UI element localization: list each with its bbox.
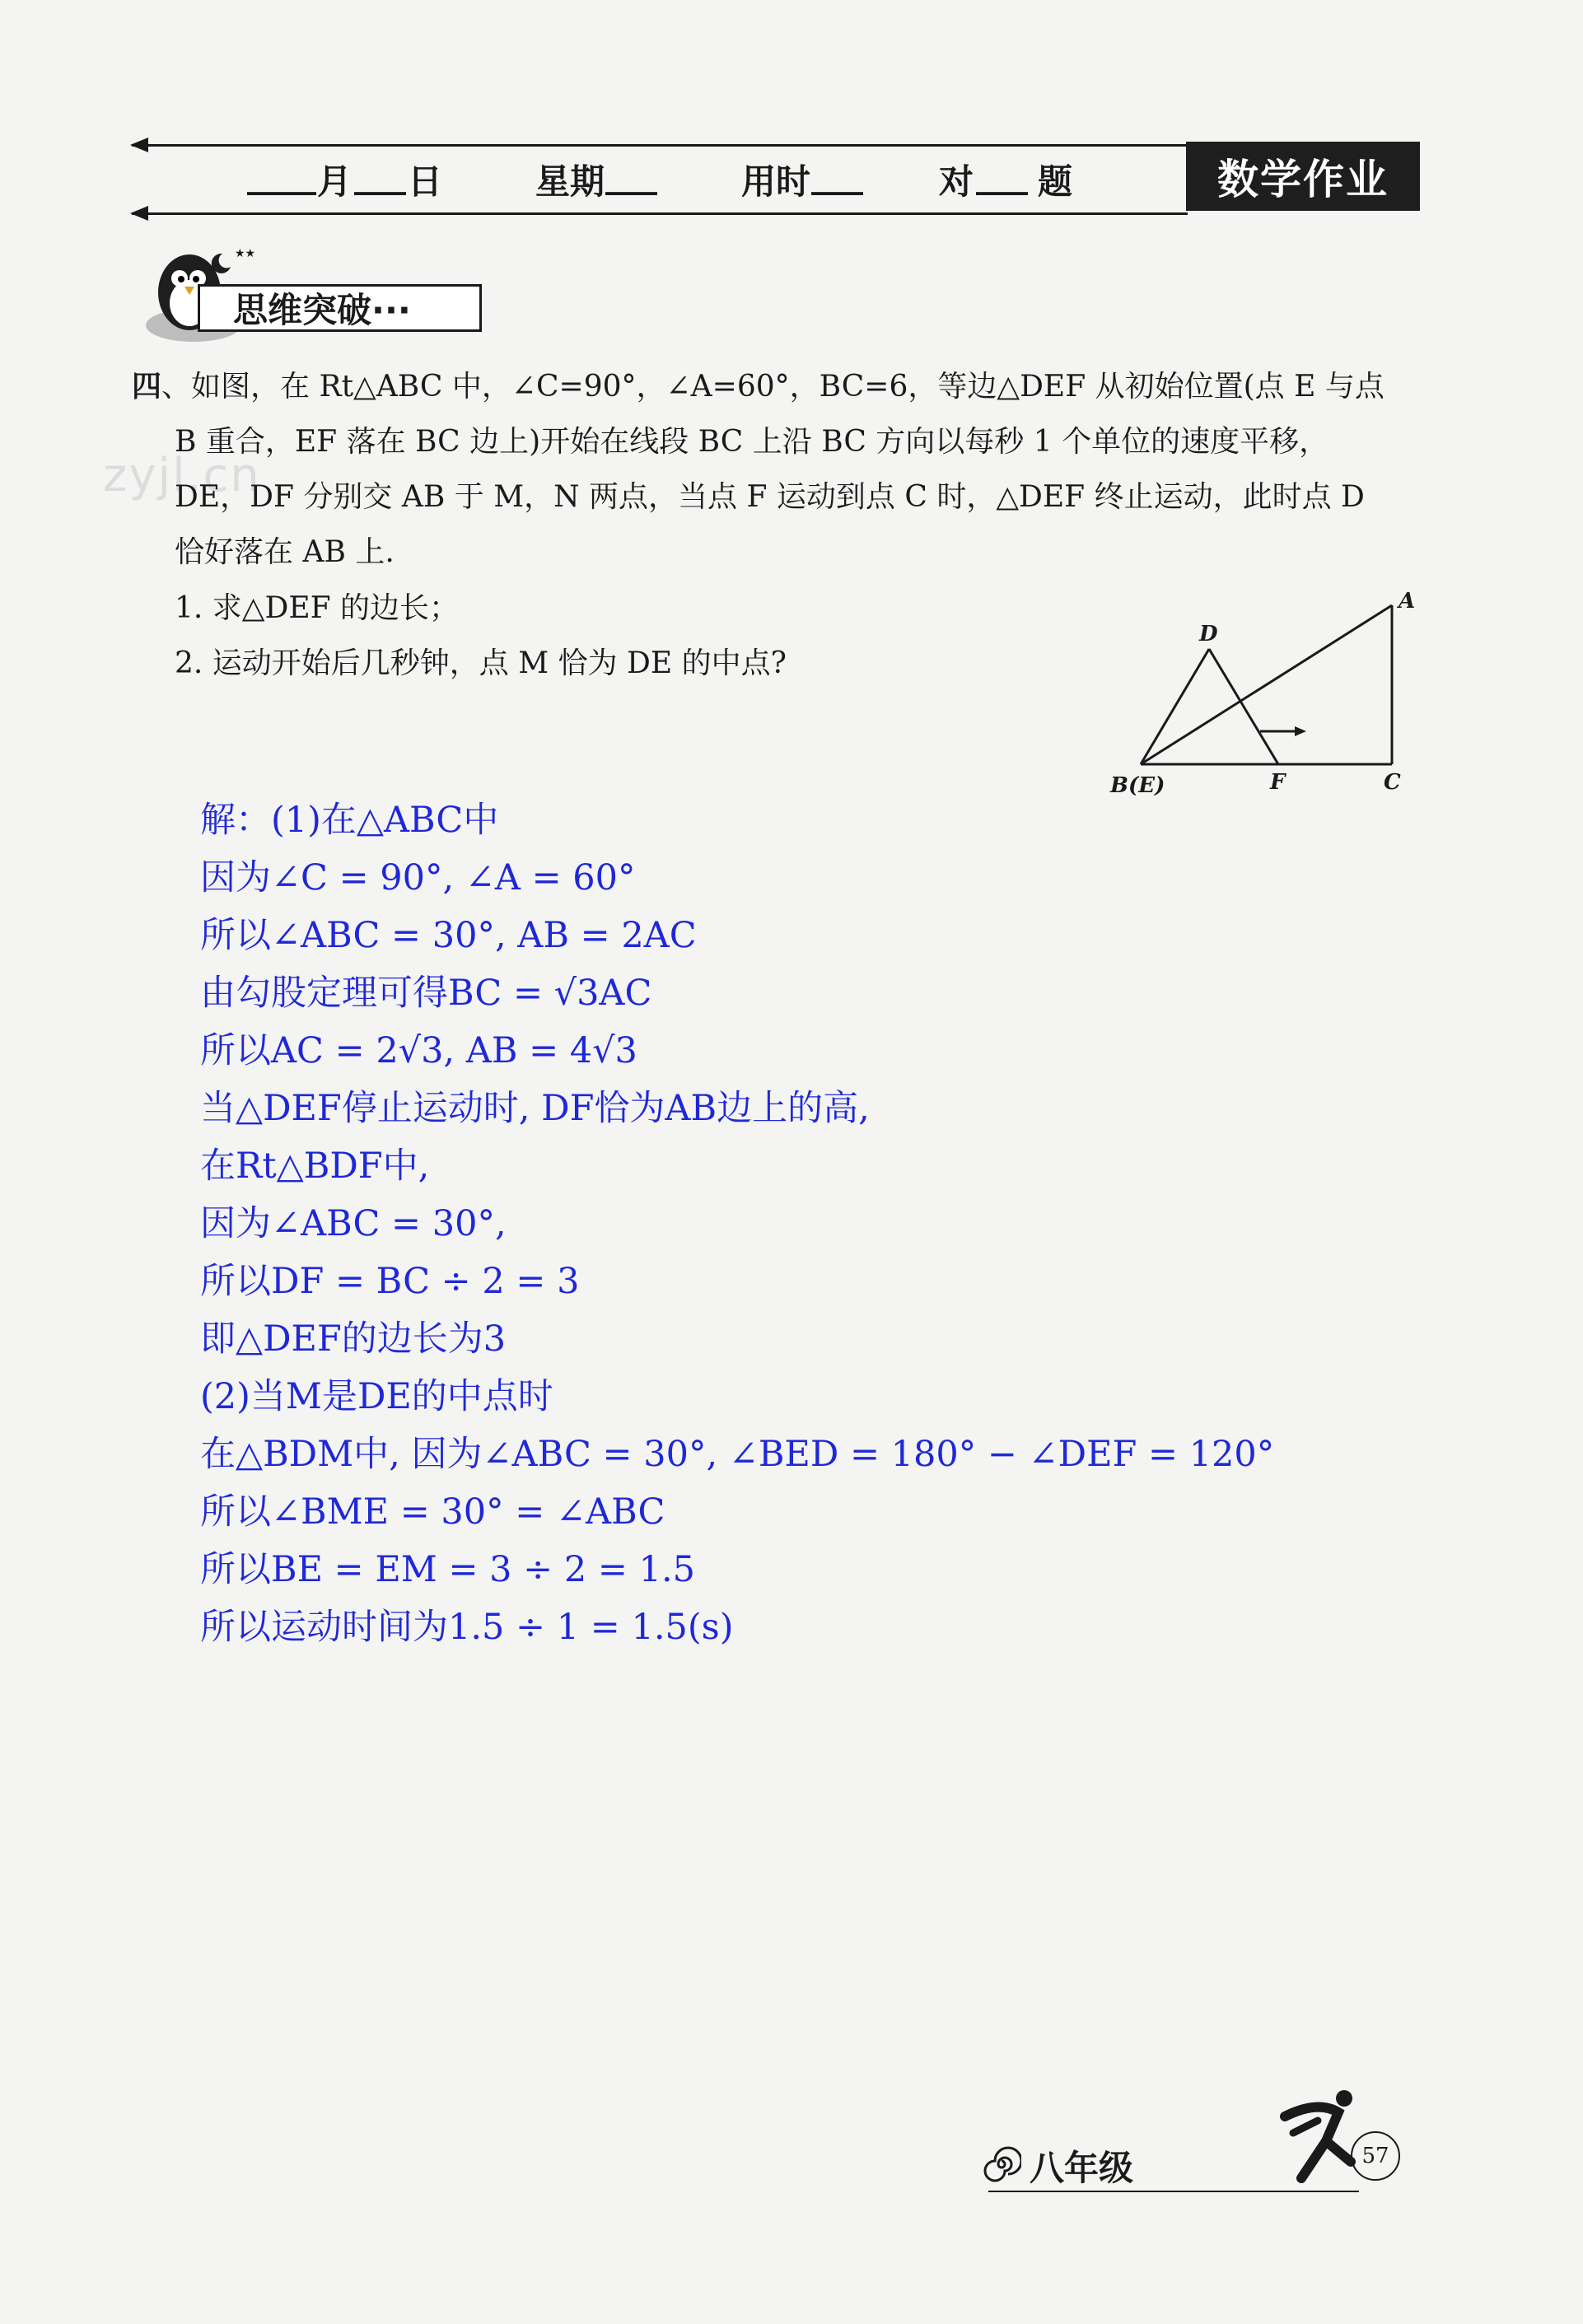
time-blank: ___ <box>811 155 863 195</box>
weekday-blank: ___ <box>605 155 657 195</box>
label-f: F <box>1270 770 1286 795</box>
label-c: C <box>1384 770 1401 795</box>
answer-line-3: 所以∠ABC = 30°, AB = 2AC <box>200 915 697 956</box>
page-number: 57 <box>1351 2131 1400 2181</box>
label-a: A <box>1399 589 1416 614</box>
answer-line-14: 所以BE = EM = 3 ÷ 2 = 1.5 <box>200 1549 695 1590</box>
answer-line-7: 在Rt△BDF中, <box>200 1146 430 1187</box>
answer-line-11: (2)当M是DE的中点时 <box>200 1376 553 1417</box>
question-line-4: 恰好落在 AB 上. <box>175 535 395 569</box>
answer-line-10: 即△DEF的边长为3 <box>200 1318 507 1360</box>
footer-line <box>988 2191 1359 2192</box>
time-label: 用时 <box>741 161 811 202</box>
answer-line-6: 当△DEF停止运动时, DF恰为AB边上的高, <box>200 1088 870 1129</box>
watermark: zyjl.cn <box>103 449 261 502</box>
section-banner: 思维突破··· <box>198 284 482 332</box>
answer-line-8: 因为∠ABC = 30°, <box>200 1203 507 1244</box>
answer-line-4: 由勾股定理可得BC = √3AC <box>200 973 652 1014</box>
weekday-label: 星期 <box>535 161 605 202</box>
question-line-2: B 重合，EF 落在 BC 边上)开始在线段 BC 上沿 BC 方向以每秒 1 个单位的速度平移， <box>175 425 1329 459</box>
spiral-icon <box>982 2144 1021 2184</box>
answer-line-2: 因为∠C = 90°, ∠A = 60° <box>200 857 636 898</box>
grade-label: 八年级 <box>1030 2148 1134 2188</box>
correct-label: 对 <box>939 161 974 202</box>
answer-line-9: 所以DF = BC ÷ 2 = 3 <box>200 1261 580 1302</box>
correct-blank: ___ <box>976 155 1028 195</box>
answer-line-1: 解：(1)在△ABC中 <box>200 800 499 841</box>
question-line-3: DE，DF 分别交 AB 于 M，N 两点，当点 F 运动到点 C 时，△DEF 终止运动，此时点 D <box>175 480 1365 514</box>
answer-line-12: 在△BDM中, 因为∠ABC = 30°, ∠BED = 180° − ∠DEF = 120° <box>200 1434 1275 1475</box>
header-bottom-line <box>132 212 1188 215</box>
label-d: D <box>1199 622 1218 646</box>
day-blank: ___ <box>354 155 406 195</box>
answer-line-5: 所以AC = 2√3, AB = 4√3 <box>200 1030 637 1071</box>
sub-question-2: 2. 运动开始后几秒钟，点 M 恰为 DE 的中点? <box>175 646 787 680</box>
sub-question-1: 1. 求△DEF 的边长； <box>175 591 460 625</box>
month-blank: ____ <box>247 155 316 195</box>
math-homework-badge: 数学作业 <box>1186 142 1420 211</box>
question-count-label: 题 <box>1038 161 1073 202</box>
svg-text:★★: ★★ <box>235 247 255 260</box>
question-text-1: 、如图，在 Rt△ABC 中，∠C=90°，∠A=60°，BC=6，等边△DEF 从初始位置(点 E 与点 <box>161 370 1385 404</box>
header-top-line <box>132 144 1188 147</box>
month-label: 月 <box>317 161 353 202</box>
triangle-figure <box>1095 585 1441 807</box>
question-line-1 <box>132 359 1425 415</box>
question-number: 四 <box>132 370 162 404</box>
label-be: B(E) <box>1110 773 1165 798</box>
day-label: 日 <box>408 161 443 202</box>
answer-line-13: 所以∠BME = 30° = ∠ABC <box>200 1491 665 1533</box>
answer-line-15: 所以运动时间为1.5 ÷ 1 = 1.5(s) <box>200 1607 734 1648</box>
